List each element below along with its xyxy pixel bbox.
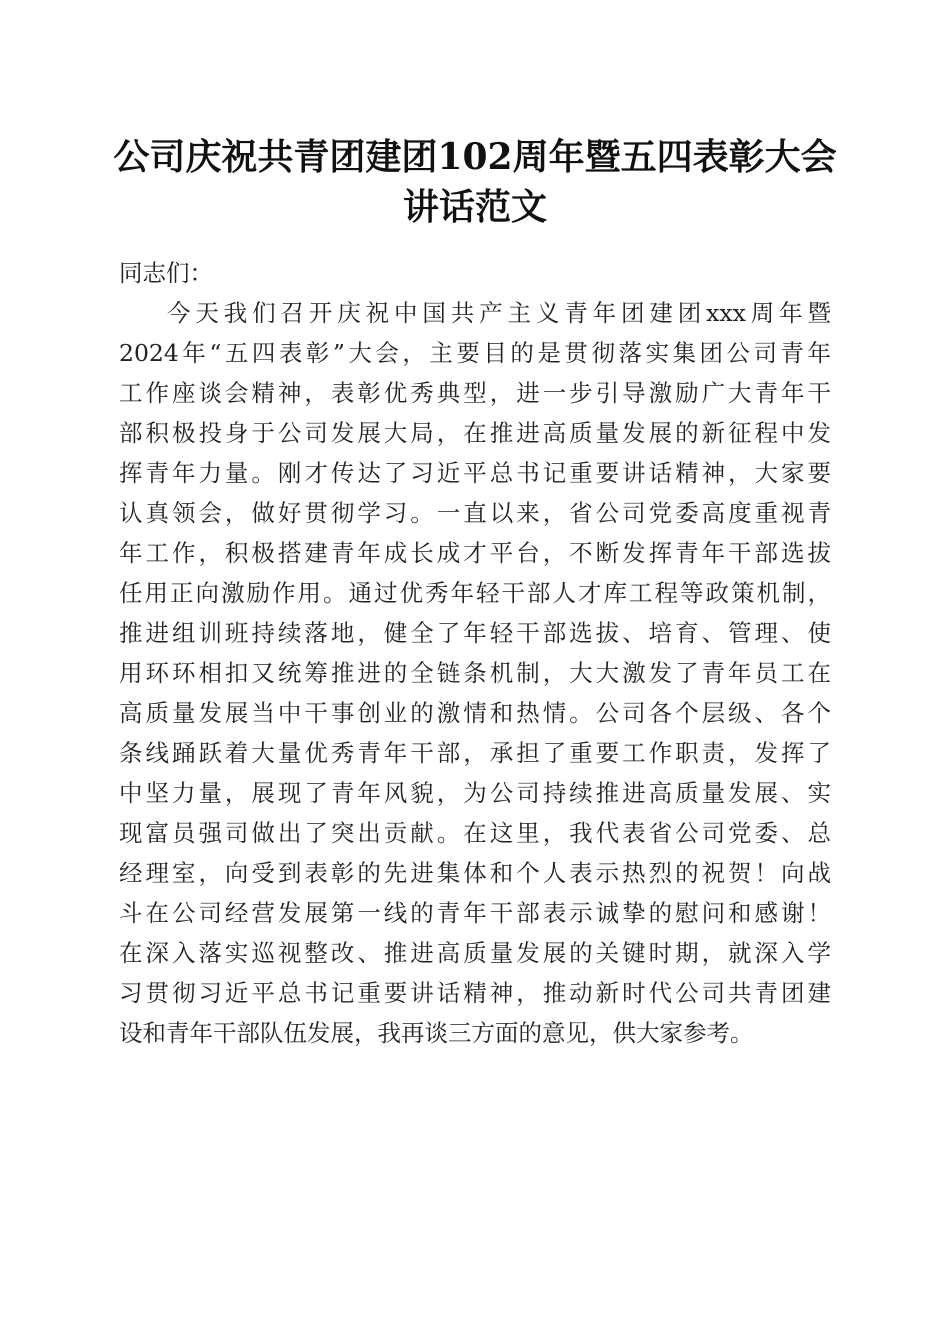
paragraph-line: 设和青年干部队伍发展，我再谈三方面的意见，供大家参考。 [119,1019,754,1047]
speech-paragraph [119,293,831,1053]
title-line-1: 公司庆祝共青团建团102周年暨五四表彰大会 [113,136,837,178]
paragraph-line: 条线踊跃着大量优秀青年干部，承担了重要工作职责，发挥了 [119,739,831,767]
paragraph-line: 推进组训班持续落地，健全了年轻干部选拔、培育、管理、使 [119,619,831,647]
document-body [119,253,831,1053]
paragraph-line: 习贯彻习近平总书记重要讲话精神，推动新时代公司共青团建 [119,979,831,1007]
greeting: 同志们： [119,259,213,287]
paragraph-line: 挥青年力量。刚才传达了习近平总书记重要讲话精神，大家要 [119,459,831,487]
paragraph-line: 年工作，积极搭建青年成长成才平台，不断发挥青年干部选拔 [119,539,831,567]
paragraph-line: 经理室，向受到表彰的先进集体和个人表示热烈的祝贺！向战 [119,859,831,887]
paragraph-line: 高质量发展当中干事创业的激情和热情。公司各个层级、各个 [119,699,831,727]
paragraph-line: 用环环相扣又统筹推进的全链条机制，大大激发了青年员工在 [119,659,831,687]
document-title [100,132,850,232]
paragraph-line: 今天我们召开庆祝中国共产主义青年团建团xxx周年暨 [167,299,831,327]
paragraph-line: 在深入落实巡视整改、推进高质量发展的关键时期，就深入学 [119,939,831,967]
paragraph-line: 工作座谈会精神，表彰优秀典型，进一步引导激励广大青年干 [119,379,831,407]
paragraph-line: 斗在公司经营发展第一线的青年干部表示诚挚的慰问和感谢！ [119,899,831,927]
paragraph-line: 任用正向激励作用。通过优秀年轻干部人才库工程等政策机制， [119,579,831,607]
paragraph-line: 现富员强司做出了突出贡献。在这里，我代表省公司党委、总 [119,819,831,847]
paragraph-line: 中坚力量，展现了青年风貌，为公司持续推进高质量发展、实 [119,779,831,807]
paragraph-line: 认真领会，做好贯彻学习。一直以来，省公司党委高度重视青 [119,499,831,527]
paragraph-line: 部积极投身于公司发展大局，在推进高质量发展的新征程中发 [119,419,831,447]
title-line-2: 讲话范文 [402,186,547,228]
paragraph-line: 2024年“五四表彰”大会，主要目的是贯彻落实集团公司青年 [119,339,831,367]
